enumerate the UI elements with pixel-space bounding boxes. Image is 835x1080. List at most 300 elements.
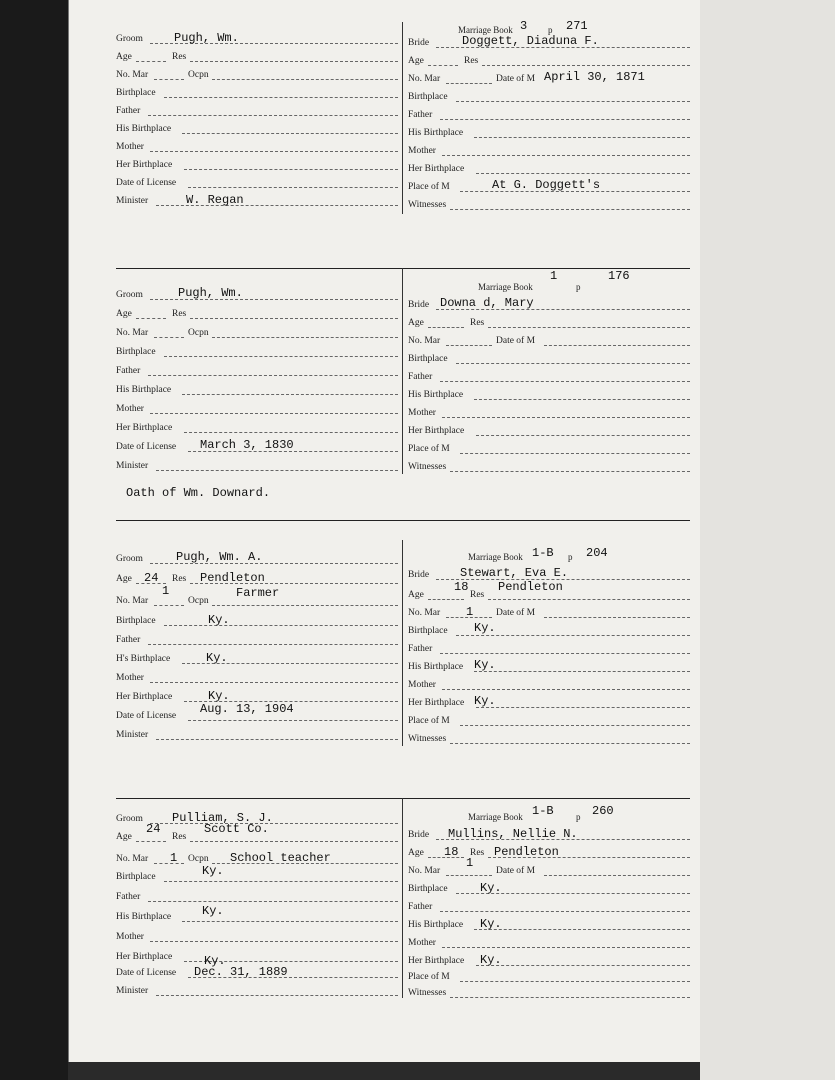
fill-line [182,394,398,395]
form-row [408,604,690,620]
labels-res: Res [470,590,485,600]
fill-line [184,169,398,170]
cards-2-his-birthplace: Ky. [206,651,228,665]
form-row [408,898,690,914]
fill-line [212,79,398,80]
book-number: 3 [520,19,528,33]
form-row [408,422,690,438]
fill-line [456,363,690,364]
form-row [116,381,398,397]
labels-age: Age [116,309,132,319]
fill-line [450,997,690,998]
form-row [116,822,398,844]
fill-line [428,65,458,66]
cards-2-bride-birthplace: Ky. [474,621,496,635]
labels-no-mar: No. Mar [116,596,149,606]
form-row [408,968,690,984]
labels-minister: Minister [116,986,149,996]
fill-line [446,875,492,876]
labels-father: Father [408,644,433,654]
cards-3-book: 1-B [532,804,554,818]
labels-birthplace: Birthplace [116,88,156,98]
labels-age: Age [116,832,132,842]
labels-res: Res [470,848,485,858]
fill-line [188,720,398,721]
fill-line [446,345,492,346]
cards-3-page: 260 [592,804,614,818]
fill-line [154,863,184,864]
labels-res: Res [172,309,187,319]
cards-3-bride-age: 18 [444,845,459,859]
fill-line [156,995,398,996]
form-row [116,650,398,666]
labels-his-birthplace: His Birthplace [408,128,464,138]
cards-2-age: 24 [144,571,159,585]
labels-his-birthplace: His Birthplace [408,662,464,672]
form-row [116,669,398,685]
form-row [408,880,690,896]
form-row [408,34,690,50]
labels-p: p [568,552,573,562]
cards-3-her-birthplace: Ky. [204,954,226,968]
cards-1-page: 176 [608,269,630,283]
fill-line [182,133,398,134]
cards-3-bride-no-mar: 1 [466,856,474,870]
fill-line [476,707,690,708]
labels-place-of-m: Place of M [408,182,450,192]
labels-his-birthplace: His Birthplace [116,385,172,395]
labels-ocpn: Ocpn [188,596,209,606]
labels-no-mar: No. Mar [408,608,441,618]
labels-date-of-license: Date of License [116,442,177,452]
labels-bride: Bride [408,830,430,840]
fill-line [150,682,398,683]
form-row [408,296,690,312]
labels-age: Age [408,590,424,600]
labels-p: p [576,282,581,292]
fill-line [150,941,398,942]
form-row [116,864,398,884]
column-divider [402,540,403,746]
fill-line [460,453,690,454]
labels-no-mar: No. Mar [408,336,441,346]
fill-line [190,841,398,842]
labels-his-birthplace: His Birthplace [116,124,172,134]
form-row [116,324,398,340]
cards-3-age: 24 [146,822,161,836]
cards-2-no-mar: 1 [162,584,170,598]
form-row [408,640,690,656]
labels-her-birthplace: Her Birthplace [408,698,465,708]
fill-line [474,671,690,672]
groom-name: Pugh, Wm. [174,31,239,45]
form-row [408,178,690,194]
fill-line [164,881,398,882]
labels-age: Age [116,52,132,62]
form-row [408,314,690,330]
cards-3-bride: Mullins, Nellie N. [448,827,578,841]
fill-line [188,187,398,188]
labels-birthplace: Birthplace [116,347,156,357]
form-row [116,30,398,46]
labels-date-of-m: Date of M [496,74,536,84]
form-row [116,400,398,416]
labels-birthplace: Birthplace [408,626,448,636]
column-divider [402,798,403,998]
labels-birthplace: Birthplace [408,354,448,364]
labels-no-mar: No. Mar [116,854,149,864]
labels-his-birthplace: His Birthplace [116,912,172,922]
cards-3-his-birthplace: Ky. [202,904,224,918]
fill-line [456,101,690,102]
form-row [408,712,690,728]
fill-line [164,97,398,98]
labels-mother: Mother [408,408,436,418]
card-rule [116,798,690,799]
labels-her-birthplace: Her Birthplace [408,426,465,436]
fill-line [442,417,690,418]
fill-line [440,119,690,120]
labels-date-of-m: Date of M [496,866,536,876]
form-row [408,70,690,86]
labels-mother: Mother [116,932,144,942]
form-row [116,550,398,566]
form-row [116,850,398,866]
labels-age: Age [408,56,424,66]
labels-res: Res [172,52,187,62]
labels-her-birthplace: Her Birthplace [116,692,173,702]
labels-father: Father [408,902,433,912]
form-row [116,48,398,64]
cards-3-bride-her-birthplace: Ky. [480,953,502,967]
fill-line [440,911,690,912]
fill-line [440,653,690,654]
fill-line [488,327,690,328]
labels-father: Father [116,892,141,902]
form-row [408,106,690,122]
fill-line [450,743,690,744]
fill-line [136,841,166,842]
labels-no-mar: No. Mar [116,70,149,80]
form-row [116,362,398,378]
fill-line [450,209,690,210]
fill-line [136,318,166,319]
labels-res: Res [470,318,485,328]
labels-mother: Mother [116,142,144,152]
fill-line [212,605,398,606]
labels-birthplace: Birthplace [408,92,448,102]
fill-line [474,929,690,930]
labels-mother: Mother [408,146,436,156]
form-row [116,84,398,100]
labels-place-of-m: Place of M [408,444,450,454]
form-row [116,343,398,359]
labels-marriage-book: Marriage Book [468,552,523,562]
labels-birthplace: Birthplace [408,884,448,894]
labels-groom: Groom [116,554,143,564]
form-row [116,305,398,321]
form-row [116,286,398,302]
form-row [408,676,690,692]
fill-line [190,318,398,319]
fill-line [442,689,690,690]
fill-line [544,875,690,876]
fill-line [184,432,398,433]
form-row [116,438,398,454]
form-row [116,138,398,154]
labels-res: Res [172,832,187,842]
minister-name: W. Regan [186,193,244,207]
fill-line [544,345,690,346]
labels-age: Age [116,574,132,584]
cards-2-bride-res: Pendleton [498,580,563,594]
fill-line [474,399,690,400]
form-row [116,631,398,647]
cards-3-res: Scott Co. [204,822,269,836]
marriage-card-4 [116,798,690,998]
labels-his-birthplace: His Birthplace [408,920,464,930]
form-row [116,928,398,944]
labels-her-birthplace: Her Birthplace [408,164,465,174]
marriage-date: April 30, 1871 [544,70,645,84]
labels-his-birthplace: His Birthplace [408,390,464,400]
form-row [116,584,398,608]
cards-3-ocpn: School teacher [230,851,331,865]
cards-2-bride-age: 18 [454,580,469,594]
cards-1-book: 1 [550,269,558,283]
marriage-card-3 [116,540,690,746]
labels-witnesses: Witnesses [408,200,447,210]
labels-minister: Minister [116,730,149,740]
labels-age: Age [408,318,424,328]
cards-1-bride: Downa d, Mary [440,296,534,310]
form-row [116,964,398,980]
labels-date-of-license: Date of License [116,178,177,188]
labels-father: Father [408,110,433,120]
labels-witnesses: Witnesses [408,988,447,998]
cards-1-groom: Pugh, Wm. [178,286,243,300]
cards-3-no-mar: 1 [170,851,178,865]
cards-3-groom: Pulliam, S. J. [172,811,273,825]
fill-line [476,173,690,174]
form-row [116,457,398,473]
column-divider [402,22,403,214]
fill-line [150,413,398,414]
labels-res: Res [172,574,187,584]
labels-mother: Mother [116,673,144,683]
fill-line [488,599,690,600]
form-row [408,658,690,674]
cards-3-date-of-license: Dec. 31, 1889 [194,965,288,979]
cards-2-bride-his-birthplace: Ky. [474,658,496,672]
labels-birthplace: Birthplace [116,616,156,626]
fill-line [456,635,690,636]
fill-line [476,435,690,436]
form-row [116,904,398,924]
cards-2-ocpn: Farmer [236,586,280,600]
labels-res: Res [464,56,479,66]
labels-place-of-m: Place of M [408,716,450,726]
form-row [116,174,398,190]
labels-ocpn: Ocpn [188,70,209,80]
labels-birthplace: Birthplace [116,872,156,882]
bride-name: Doggett, Diaduna F. [462,34,599,48]
fill-line [544,617,690,618]
cards-2-bride-no-mar: 1 [466,605,474,619]
cards-1-date-of-license: March 3, 1830 [200,438,294,452]
form-row [408,196,690,212]
fill-line [148,901,398,902]
form-row [116,888,398,904]
cards-2-bride: Stewart, Eva E. [460,566,569,580]
marriage-card-1 [116,19,690,214]
form-row [116,948,398,968]
fill-line [156,739,398,740]
fill-line [156,470,398,471]
labels-date-of-license: Date of License [116,968,177,978]
form-row [408,386,690,402]
fill-line [212,337,398,338]
labels-p: p [576,812,581,822]
form-row [408,124,690,140]
form-row [408,934,690,950]
form-row [116,102,398,118]
form-row [116,192,398,208]
form-row [116,66,398,82]
labels-her-birthplace: Her Birthplace [116,160,173,170]
labels-marriage-book: Marriage Book [468,812,523,822]
fill-line [442,947,690,948]
page-number: 271 [566,19,588,33]
cards-3-birthplace: Ky. [202,864,224,878]
labels-bride: Bride [408,38,430,48]
form-row [408,350,690,366]
card-note: Oath of Wm. Downard. [126,486,271,500]
labels-minister: Minister [116,196,149,206]
labels-no-mar: No. Mar [116,328,149,338]
form-row [408,844,690,860]
form-row [408,368,690,384]
fill-line [482,65,690,66]
column-divider [402,268,403,474]
labels-his-birthplace-alt: H's Birthplace [116,654,171,664]
form-row [408,332,690,348]
labels-groom: Groom [116,814,143,824]
labels-father: Father [116,106,141,116]
form-row [408,916,690,932]
form-row [408,52,690,68]
labels-date-of-m: Date of M [496,608,536,618]
form-row [408,404,690,420]
cards-2-groom: Pugh, Wm. A. [176,550,263,564]
cards-2-bride-her-birthplace: Ky. [474,694,496,708]
form-row [116,419,398,435]
form-row [408,856,690,878]
labels-groom: Groom [116,290,143,300]
labels-bride: Bride [408,300,430,310]
fill-line [182,921,398,922]
labels-father: Father [116,635,141,645]
labels-father: Father [408,372,433,382]
fill-line [428,599,464,600]
cards-2-date-of-license: Aug. 13, 1904 [200,702,294,716]
labels-mother: Mother [116,404,144,414]
form-row [408,730,690,746]
labels-witnesses: Witnesses [408,734,447,744]
fill-line [460,981,690,982]
film-margin [700,0,835,1080]
fill-line [148,375,398,376]
labels-place-of-m: Place of M [408,972,450,982]
fill-line [136,61,166,62]
fill-line [474,137,690,138]
form-row [408,580,690,602]
labels-no-mar: No. Mar [408,74,441,84]
cards-3-bride-his-birthplace: Ky. [480,917,502,931]
labels-witnesses: Witnesses [408,462,447,472]
form-row [408,440,690,456]
labels-bride: Bride [408,570,430,580]
fill-line [164,625,398,626]
form-row [408,694,690,710]
form-row [116,156,398,172]
fill-line [164,356,398,357]
fill-line [460,725,690,726]
labels-date-of-m: Date of M [496,336,536,346]
form-row [116,702,398,723]
form-row [408,160,690,176]
film-edge [68,1062,700,1080]
labels-marriage-book: Marriage Book [478,282,533,292]
marriage-card-2 [116,268,690,522]
labels-no-mar: No. Mar [408,866,441,876]
fill-line [428,327,464,328]
form-row [408,458,690,474]
cards-2-page: 204 [586,546,608,560]
cards-2-her-birthplace: Ky. [208,689,230,703]
labels-her-birthplace: Her Birthplace [408,956,465,966]
form-row [116,982,398,998]
cards-2-birthplace: Ky. [208,613,230,627]
labels-father: Father [116,366,141,376]
fill-line [446,83,492,84]
labels-her-birthplace: Her Birthplace [116,952,173,962]
labels-groom: Groom [116,34,143,44]
cards-2-res: Pendleton [200,571,265,585]
form-row [408,88,690,104]
fill-line [148,115,398,116]
labels-age: Age [408,848,424,858]
form-row [408,826,690,842]
cards-2-book: 1-B [532,546,554,560]
marriage-place: At G. Doggett's [492,178,601,192]
labels-her-birthplace: Her Birthplace [116,423,173,433]
labels-p: p [548,25,553,35]
labels-mother: Mother [408,680,436,690]
fill-line [450,471,690,472]
fill-line [148,644,398,645]
labels-minister: Minister [116,461,149,471]
form-row [408,142,690,158]
card-rule [116,520,690,521]
fill-line [440,381,690,382]
form-row [408,984,690,1000]
fill-line [442,155,690,156]
form-row [116,612,398,628]
form-row [116,726,398,742]
card-rule [116,268,690,269]
labels-marriage-book: Marriage Book [458,25,513,35]
